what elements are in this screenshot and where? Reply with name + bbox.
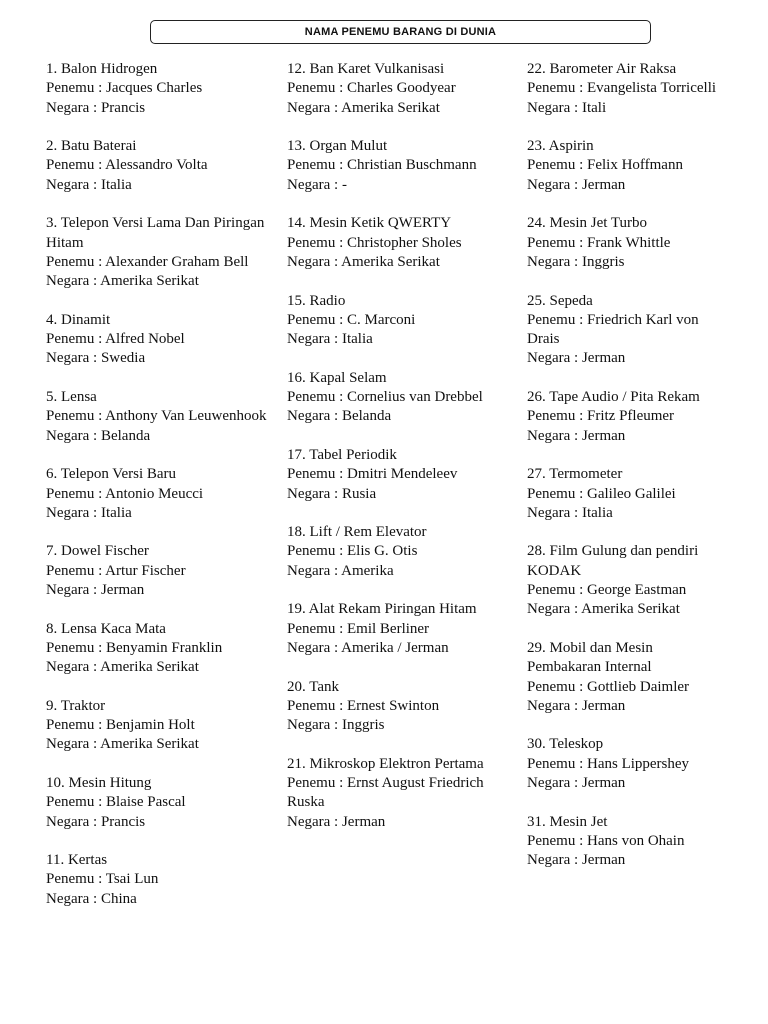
- invention-entry: [287, 446, 519, 504]
- country-line: Negara : Jerman: [527, 852, 626, 869]
- invention-entry: [287, 60, 519, 118]
- invention-name: 4. Dinamit: [46, 311, 111, 328]
- inventor-line: Penemu : Antonio Meucci: [46, 485, 204, 502]
- invention-name: 30. Teleskop: [527, 736, 604, 753]
- invention-name: 29. Mobil dan Mesin Pembakaran Internal: [527, 639, 653, 676]
- inventor-line: Penemu : Ernest Swinton: [287, 697, 440, 714]
- country-line: Negara : Amerika / Jerman: [287, 639, 449, 656]
- country-line: Negara : Jerman: [527, 697, 626, 714]
- invention-name: 20. Tank: [287, 678, 340, 695]
- country-line: Negara : China: [46, 890, 137, 907]
- invention-name: 27. Termometer: [527, 466, 623, 483]
- inventor-line: Penemu : Cornelius van Drebbel: [287, 389, 483, 406]
- inventor-line: Penemu : Gottlieb Daimler: [527, 678, 690, 695]
- inventor-line: Penemu : Benyamin Franklin: [46, 639, 223, 656]
- invention-name: 23. Aspirin: [527, 138, 594, 155]
- invention-name: 7. Dowel Fischer: [46, 543, 149, 560]
- country-line: Negara : Italia: [46, 176, 132, 193]
- invention-entry: [527, 639, 727, 716]
- invention-entry: [527, 542, 727, 619]
- invention-entry: [527, 292, 727, 369]
- invention-entry: [46, 137, 278, 195]
- invention-name: 10. Mesin Hitung: [46, 774, 152, 791]
- invention-entry: [46, 60, 278, 118]
- invention-entry: [46, 774, 278, 832]
- inventor-line: Penemu : Blaise Pascal: [46, 794, 186, 811]
- country-line: Negara : Prancis: [46, 813, 146, 830]
- country-line: Negara : Prancis: [46, 99, 146, 116]
- inventor-line: Penemu : Alessandro Volta: [46, 157, 208, 174]
- country-line: Negara : Inggris: [527, 253, 625, 270]
- inventor-line: Penemu : Benjamin Holt: [46, 717, 195, 734]
- inventor-line: Penemu : C. Marconi: [287, 311, 416, 328]
- inventor-line: Penemu : Hans von Ohain: [527, 832, 685, 849]
- invention-name: 21. Mikroskop Elektron Pertama: [287, 755, 484, 772]
- country-line: Negara : Amerika Serikat: [46, 659, 199, 676]
- invention-entry: [527, 60, 727, 118]
- inventor-line: Penemu : Christian Buschmann: [287, 157, 477, 174]
- country-line: Negara : Jerman: [46, 582, 145, 599]
- country-line: Negara : Italia: [287, 331, 373, 348]
- invention-name: 6. Telepon Versi Baru: [46, 466, 177, 483]
- invention-name: 14. Mesin Ketik QWERTY: [287, 215, 452, 232]
- invention-name: 28. Film Gulung dan pendiri KODAK: [527, 543, 699, 579]
- invention-entry: [46, 214, 278, 291]
- invention-name: 1. Balon Hidrogen: [46, 61, 158, 77]
- column-3: [527, 60, 727, 890]
- invention-entry: [287, 523, 519, 581]
- invention-name: 17. Tabel Periodik: [287, 446, 397, 463]
- invention-entry: [527, 214, 727, 272]
- inventor-line: Penemu : Christopher Sholes: [287, 234, 462, 251]
- invention-name: 3. Telepon Versi Lama Dan Piringan Hitam: [46, 215, 265, 251]
- invention-entry: [46, 465, 278, 523]
- country-line: Negara : Amerika Serikat: [46, 736, 199, 753]
- inventor-line: Penemu : Frank Whittle: [527, 234, 671, 251]
- invention-name: 16. Kapal Selam: [287, 369, 387, 386]
- invention-entry: [46, 388, 278, 446]
- inventor-line: Penemu : Alexander Graham Bell: [46, 253, 249, 270]
- country-line: Negara : Jerman: [527, 176, 626, 193]
- invention-name: 8. Lensa Kaca Mata: [46, 620, 166, 637]
- invention-entry: [287, 678, 519, 736]
- country-line: Negara : Amerika Serikat: [46, 273, 199, 290]
- invention-name: 12. Ban Karet Vulkanisasi: [287, 61, 445, 77]
- country-line: Negara : -: [287, 176, 347, 193]
- inventor-line: Penemu : Hans Lippershey: [527, 755, 690, 772]
- inventor-line: Penemu : Elis G. Otis: [287, 543, 418, 560]
- page-title: NAMA PENEMU BARANG DI DUNIA: [150, 20, 651, 44]
- country-line: Negara : Amerika Serikat: [287, 253, 440, 270]
- country-line: Negara : Jerman: [287, 813, 386, 830]
- inventor-line: Penemu : Artur Fischer: [46, 562, 186, 579]
- country-line: Negara : Jerman: [527, 350, 626, 367]
- column-1: [46, 60, 278, 928]
- invention-name: 13. Organ Mulut: [287, 138, 388, 155]
- invention-name: 18. Lift / Rem Elevator: [287, 524, 427, 541]
- invention-entry: [46, 620, 278, 678]
- country-line: Negara : Amerika Serikat: [527, 601, 680, 618]
- inventor-line: Penemu : Dmitri Mendeleev: [287, 466, 458, 483]
- inventor-line: Penemu : George Eastman: [527, 582, 687, 599]
- invention-entry: [527, 388, 727, 446]
- invention-entry: [527, 813, 727, 871]
- invention-entry: [46, 851, 278, 909]
- inventor-line: Penemu : Fritz Pfleumer: [527, 408, 675, 425]
- inventor-line: Penemu : Tsai Lun: [46, 871, 159, 888]
- inventor-line: Penemu : Ernst August Friedrich Ruska: [287, 774, 484, 811]
- country-line: Negara : Itali: [527, 99, 607, 116]
- invention-name: 26. Tape Audio / Pita Rekam: [527, 389, 700, 406]
- country-line: Negara : Jerman: [527, 427, 626, 444]
- inventor-line: Penemu : Evangelista Torricelli: [527, 80, 717, 97]
- invention-name: 9. Traktor: [46, 697, 106, 714]
- country-line: Negara : Belanda: [46, 427, 151, 444]
- invention-entry: [527, 137, 727, 195]
- inventor-line: Penemu : Charles Goodyear: [287, 80, 456, 97]
- invention-entry: [287, 292, 519, 350]
- invention-entry: [527, 735, 727, 793]
- invention-entry: [287, 600, 519, 658]
- invention-entry: [46, 542, 278, 600]
- country-line: Negara : Jerman: [527, 774, 626, 791]
- inventor-line: Penemu : Alfred Nobel: [46, 331, 185, 348]
- invention-entry: [287, 755, 519, 832]
- inventor-line: Penemu : Felix Hoffmann: [527, 157, 683, 174]
- country-line: Negara : Italia: [46, 504, 132, 521]
- invention-entry: [46, 311, 278, 369]
- invention-name: 22. Barometer Air Raksa: [527, 61, 677, 77]
- invention-name: 11. Kertas: [46, 852, 108, 869]
- country-line: Negara : Italia: [527, 504, 613, 521]
- country-line: Negara : Amerika: [287, 562, 394, 579]
- country-line: Negara : Inggris: [287, 717, 385, 734]
- invention-name: 31. Mesin Jet: [527, 813, 608, 830]
- inventor-line: Penemu : Emil Berliner: [287, 620, 430, 637]
- invention-entry: [46, 697, 278, 755]
- inventor-line: Penemu : Galileo Galilei: [527, 485, 676, 502]
- invention-name: 15. Radio: [287, 292, 346, 309]
- inventor-line: Penemu : Jacques Charles: [46, 80, 203, 97]
- country-line: Negara : Amerika Serikat: [287, 99, 440, 116]
- invention-entry: [287, 214, 519, 272]
- invention-name: 24. Mesin Jet Turbo: [527, 215, 648, 232]
- country-line: Negara : Belanda: [287, 408, 392, 425]
- column-2: [287, 60, 519, 851]
- inventor-line: Penemu : Anthony Van Leuwenhook: [46, 408, 267, 425]
- invention-entry: [287, 137, 519, 195]
- invention-name: 5. Lensa: [46, 389, 97, 406]
- invention-entry: [527, 465, 727, 523]
- country-line: Negara : Swedia: [46, 350, 146, 367]
- invention-entry: [287, 369, 519, 427]
- invention-name: 2. Batu Baterai: [46, 138, 137, 155]
- inventor-line: Penemu : Friedrich Karl von Drais: [527, 311, 699, 348]
- invention-name: 19. Alat Rekam Piringan Hitam: [287, 601, 477, 618]
- invention-name: 25. Sepeda: [527, 292, 593, 309]
- country-line: Negara : Rusia: [287, 485, 377, 502]
